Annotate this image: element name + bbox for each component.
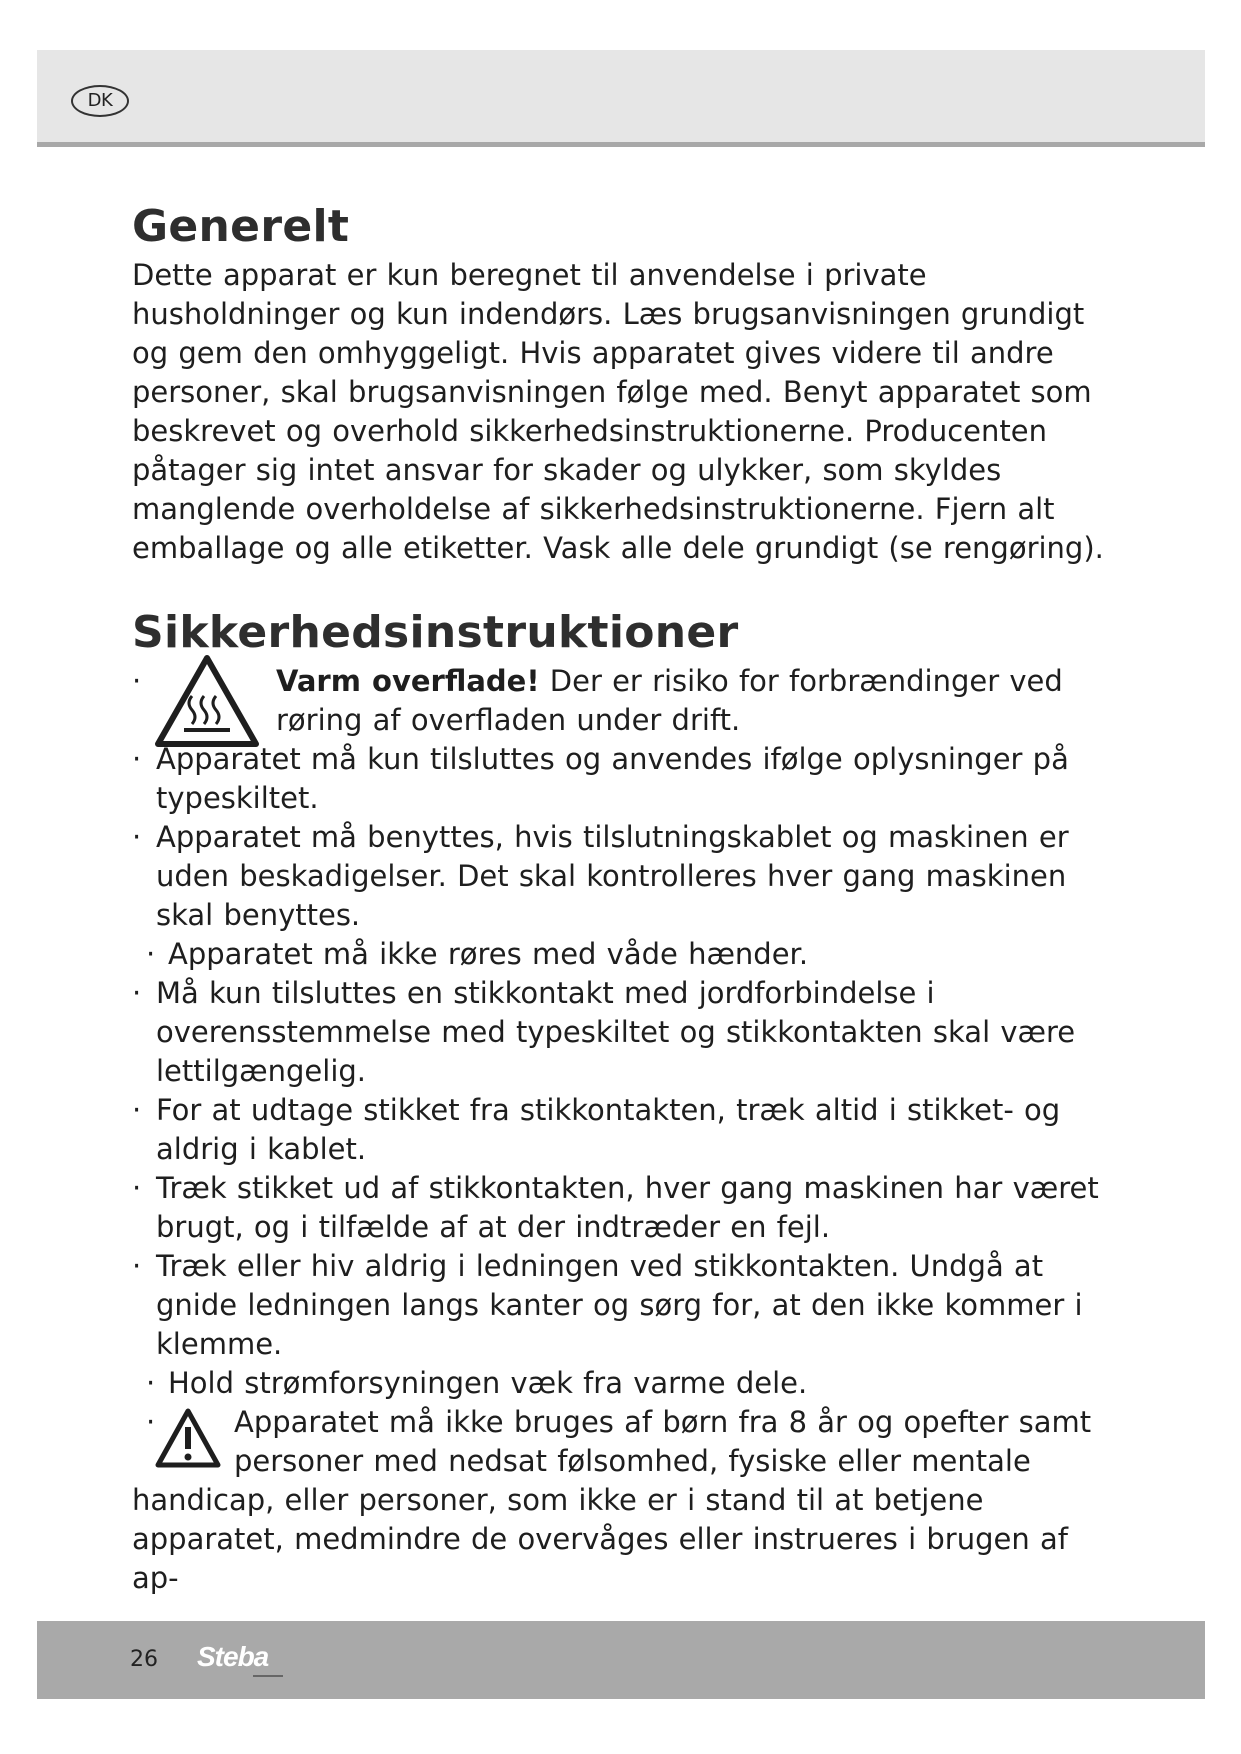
safety-item: · For at udtage stikket fra stikkontakten, træk altid i stikket- og aldrig i kablet.: [132, 1091, 1122, 1169]
safety-heading: Sikkerhedsinstruktioner: [132, 607, 739, 658]
caution-warning-icon: [154, 1407, 222, 1469]
general-paragraph: Dette apparat er kun beregnet til anvendelse i private husholdninger og kun indendørs. Læs brugsanvisningen grundigt og gem den omhyggeligt. Hvis apparatet gives videre til andre personer, skal brugsanvisningen følge med. Benyt apparatet som beskrevet og overhold sikkerhedsinstruktionerne. Producenten påtager sig intet ansvar for skader og ulykker, som skyldes manglende overholdelse af sikkerhedsinstruktionerne. Fjern alt emballage og alle etiketter. Vask alle dele grundigt (se rengøring).: [132, 258, 1104, 565]
hot-surface-label: Varm overflade!: [276, 664, 540, 698]
safety-item: · Apparatet må benyttes, hvis tilslutningskablet og maskinen er uden beskadigelser. Det skal kontrolleres hver gang maskinen skal benyttes.: [132, 818, 1122, 935]
page-number: 26: [130, 1647, 158, 1672]
country-badge: DK: [71, 85, 129, 117]
page-footer: [37, 1621, 1205, 1699]
logo-underline: [253, 1675, 283, 1677]
children-warning-item: [132, 1403, 1122, 1598]
safety-list: [132, 662, 1122, 1598]
safety-item: · Apparatet må kun tilsluttes og anvendes ifølge oplysninger på typeskiltet.: [132, 740, 1122, 818]
safety-item: · Træk stikket ud af stikkontakten, hver gang maskinen har været brugt, og i tilfælde af at der indtræder en fejl.: [132, 1169, 1122, 1247]
hot-surface-item: [132, 662, 1122, 740]
hot-surface-warning-icon: [154, 654, 260, 750]
safety-item: · Hold strømforsyningen væk fra varme dele.: [132, 1364, 1122, 1403]
brand-logo: Steba: [197, 1641, 269, 1672]
page-content: [132, 198, 1122, 1598]
safety-item: · Må kun tilsluttes en stikkontakt med jordforbindelse i overensstemmelse med typeskiltet og stikkontakten skal være lettilgængelig.: [132, 974, 1122, 1091]
children-warning-text: Apparatet må ikke bruges af børn fra 8 år og opefter samt personer med nedsat følsomhed, fysiske eller mentale handicap, eller personer, som ikke er i stand til at betjene apparatet, medmindre de overvåges eller instrueres i brugen af ap-: [132, 1405, 1092, 1595]
safety-item: · Træk eller hiv aldrig i ledningen ved stikkontakten. Undgå at gnide ledningen langs kanter og sørg for, at den ikke kommer i klemme.: [132, 1247, 1122, 1364]
hot-surface-text: Der er risiko for forbrændinger ved røring af overfladen under drift.: [276, 664, 1063, 737]
safety-item: · Apparatet må ikke røres med våde hænder.: [132, 935, 1122, 974]
general-heading: Generelt: [132, 201, 350, 252]
page-header: [37, 50, 1205, 147]
